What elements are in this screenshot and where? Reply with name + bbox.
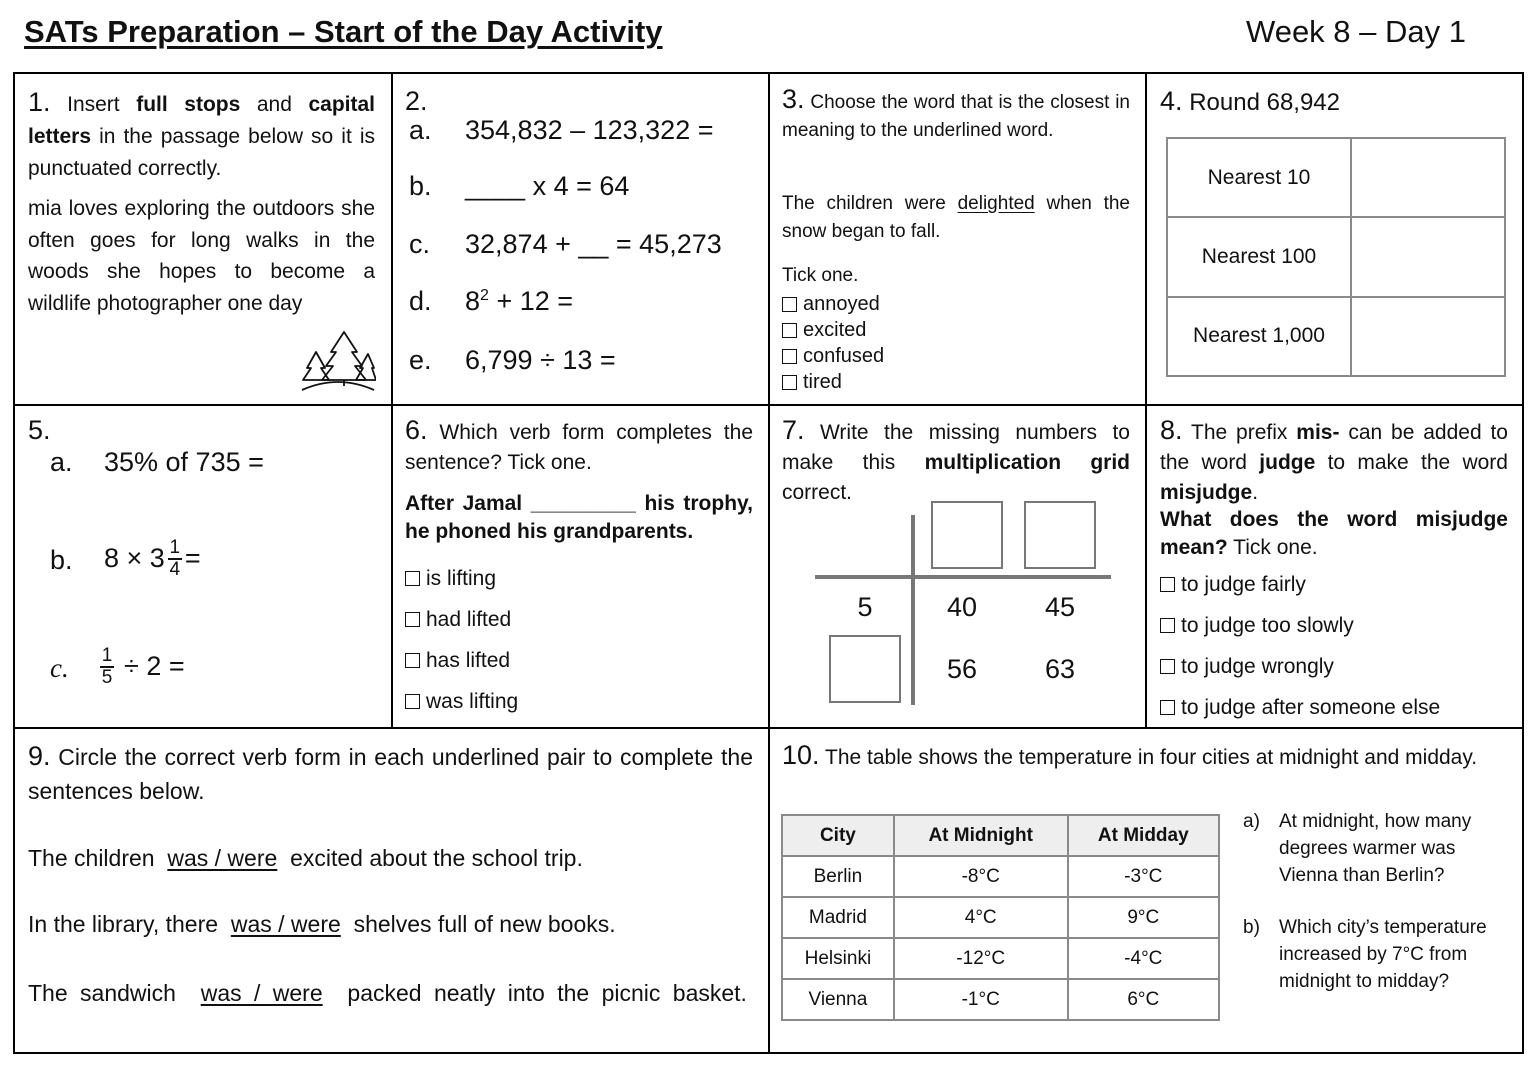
q8-text: to make the word: [1327, 451, 1508, 474]
q5-expression: ÷ 2 =: [124, 651, 185, 682]
question-5: [28, 414, 51, 449]
q3-underlined-word: delighted: [957, 193, 1035, 214]
q3-option-label: excited: [803, 318, 867, 341]
column-header: At Midnight: [894, 815, 1068, 856]
q1-number: 1.: [28, 87, 51, 117]
q6-option[interactable]: [405, 558, 518, 599]
q8-text: .: [1252, 481, 1259, 504]
grid-horizontal-line: [815, 575, 1111, 579]
q2-item-label: e.: [409, 345, 432, 375]
checkbox[interactable]: [782, 297, 797, 312]
q10-part-text: Which city’s temperature increased by 7°C from midnight to midday?: [1279, 917, 1487, 992]
table-cell: -8°C: [894, 856, 1068, 897]
q8-option-label: to judge too slowly: [1181, 613, 1354, 637]
q9-number: 9.: [28, 741, 51, 771]
q1-text: and: [256, 93, 292, 116]
verb-choice[interactable]: was / were: [200, 980, 323, 1006]
q2-item-text: ____ x 4 = 64: [465, 171, 630, 201]
q10-part-text: At midnight, how many degrees warmer was Vienna than Berlin?: [1279, 811, 1472, 886]
trees-icon: [300, 330, 376, 392]
checkbox[interactable]: [782, 349, 797, 364]
table-cell: -12°C: [894, 938, 1068, 979]
q2-exponent: 2: [480, 287, 489, 304]
question-9: [28, 739, 753, 808]
q9-text: packed neatly into the picnic basket.: [347, 980, 747, 1006]
grid-cell: 45: [1044, 592, 1076, 622]
table-cell: -3°C: [1068, 856, 1219, 897]
question-6: [405, 415, 753, 478]
q5-number: 5.: [28, 415, 51, 445]
q6-option[interactable]: [405, 640, 518, 681]
q3-option-label: confused: [803, 344, 885, 367]
numerator: 1: [169, 537, 181, 558]
grid-cell: 56: [946, 654, 978, 684]
q3-number: 3.: [782, 84, 805, 114]
q2-item-label: b.: [409, 171, 432, 201]
worksheet-title: SATs Preparation – Start of the Day Activity: [24, 14, 663, 49]
q2-item-label: c.: [409, 229, 431, 259]
q3-sentence-end: when the snow began to fall.: [782, 193, 1130, 242]
divider: [391, 74, 393, 728]
q6-option-label: has lifted: [426, 648, 511, 672]
q3-option[interactable]: [782, 291, 884, 317]
q5-item-text: [100, 646, 185, 688]
table-cell: 6°C: [1068, 979, 1219, 1020]
q3-option-label: annoyed: [803, 292, 880, 315]
q5-equals: =: [184, 543, 201, 574]
question-10: [782, 740, 1508, 773]
q6-option-label: had lifted: [426, 607, 512, 631]
q10-part-a: [1243, 808, 1508, 889]
question-1: [28, 86, 375, 185]
q8-option[interactable]: [1160, 564, 1440, 605]
q10-prompt: The table shows the temperature in four cities at midnight and midday.: [825, 746, 1478, 769]
q3-option[interactable]: [782, 343, 884, 369]
q3-prompt: Choose the word that is the closest in meaning to the underlined word.: [782, 92, 1130, 141]
checkbox[interactable]: [405, 694, 420, 709]
q9-sentence-1: [28, 842, 583, 874]
table-row: [782, 938, 1219, 979]
checkbox[interactable]: [782, 375, 797, 390]
question-4: [1160, 85, 1340, 119]
q6-option-label: is lifting: [426, 566, 497, 590]
q8-question: [1160, 506, 1508, 562]
table-cell: Berlin: [782, 856, 894, 897]
denominator: 5: [101, 666, 113, 688]
q8-option[interactable]: [1160, 687, 1440, 728]
answer-cell[interactable]: [1351, 297, 1505, 376]
q7-text: correct.: [782, 481, 853, 504]
q7-text: Write the missing numbers to make this: [782, 421, 1130, 474]
q5-item-label: b.: [50, 545, 73, 575]
q10-part-b: [1243, 914, 1508, 995]
verb-choice[interactable]: was / were: [230, 911, 341, 937]
q8-bold: mis-: [1296, 421, 1340, 444]
grid-vertical-line: [911, 515, 915, 705]
q8-number: 8.: [1160, 415, 1183, 445]
table-row: [1167, 217, 1505, 296]
q9-prompt: Circle the correct verb form in each underlined pair to complete the sentences below.: [28, 744, 754, 804]
question-7: [782, 415, 1130, 508]
missing-number-box[interactable]: [931, 501, 1003, 569]
q7-bold: multiplication grid: [924, 451, 1130, 474]
q8-bold: judge: [1259, 451, 1316, 474]
q9-sentence-2: [28, 908, 616, 940]
denominator: 4: [169, 558, 181, 580]
q2-item-text: [465, 286, 573, 317]
checkbox[interactable]: [1160, 700, 1175, 715]
numerator: 1: [101, 645, 113, 666]
table-row: [782, 979, 1219, 1020]
q8-bold: misjudge: [1160, 481, 1253, 504]
q1-bold: full stops: [136, 93, 241, 116]
q10-number: 10.: [782, 740, 820, 770]
q2-item-label: a.: [409, 115, 432, 145]
verb-choice[interactable]: was / were: [167, 845, 278, 871]
table-cell: -1°C: [894, 979, 1068, 1020]
q3-option[interactable]: [782, 317, 884, 343]
answer-cell[interactable]: [1351, 217, 1505, 296]
q5-item-text: 35% of 735 =: [104, 447, 264, 477]
table-cell: Vienna: [782, 979, 894, 1020]
q6-option[interactable]: [405, 681, 518, 722]
q2-item-label: d.: [409, 286, 432, 316]
q5-expression: 8 × 3: [104, 543, 165, 574]
answer-cell[interactable]: [1351, 138, 1505, 217]
q6-option[interactable]: [405, 599, 518, 640]
table-cell: 4°C: [894, 897, 1068, 938]
temperature-table: [781, 814, 1220, 1021]
divider: [768, 74, 770, 1054]
table-cell: Helsinki: [782, 938, 894, 979]
column-header: At Midday: [1068, 815, 1219, 856]
q3-sentence: [782, 190, 1130, 246]
q10-part-label: b): [1243, 917, 1260, 938]
q9-text: excited about the school trip.: [290, 845, 583, 871]
checkbox[interactable]: [405, 612, 420, 627]
q1-passage: mia loves exploring the outdoors she often goes for long walks in the woods she hopes to become a wildlife photographer one day: [28, 197, 375, 315]
q8-option-label: to judge fairly: [1181, 572, 1306, 596]
q1-text: Insert: [67, 93, 120, 116]
q3-tick-instruction: Tick one.: [782, 265, 859, 286]
column-header: City: [782, 815, 894, 856]
q4-number: 4.: [1160, 86, 1183, 116]
q9-text: shelves full of new books.: [353, 911, 616, 937]
fraction: [168, 538, 182, 580]
q8-options: [1160, 564, 1440, 728]
checkbox[interactable]: [405, 653, 420, 668]
checkbox[interactable]: [405, 571, 420, 586]
checkbox[interactable]: [1160, 577, 1175, 592]
missing-number-box[interactable]: [829, 635, 901, 703]
q4-prompt: Round 68,942: [1189, 89, 1340, 116]
q2-item-text: 32,874 + __ = 45,273: [465, 229, 722, 259]
q2-rest: + 12 =: [488, 286, 574, 316]
q2-item-text: 6,799 ÷ 13 =: [465, 345, 616, 375]
q8-question-text: What does the word misjudge mean?: [1160, 508, 1508, 559]
q1-bold: capital letters: [28, 93, 376, 148]
q9-text: In the library, there: [28, 911, 219, 937]
q8-text: can be added to the word: [1160, 421, 1508, 474]
q6-sentence: After Jamal _________ his trophy, he phoned his grandparents.: [405, 492, 753, 543]
q3-option-label: tired: [803, 370, 842, 393]
q6-prompt: Which verb form completes the sentence? Tick one.: [405, 421, 753, 474]
q9-sentence-3: [28, 976, 753, 1010]
q8-option-label: to judge after someone else: [1181, 695, 1441, 719]
q6-option-label: was lifting: [426, 689, 519, 713]
q3-options: [782, 291, 884, 395]
table-row: [782, 856, 1219, 897]
q6-options: [405, 558, 518, 722]
rounding-table: [1166, 137, 1506, 377]
question-8: [1160, 415, 1508, 508]
grid-row-header: 5: [857, 592, 873, 622]
q9-text: The children: [28, 845, 155, 871]
table-cell: Madrid: [782, 897, 894, 938]
q6-number: 6.: [405, 415, 428, 445]
q2-number: 2.: [405, 86, 428, 116]
grid-cell: 40: [946, 592, 978, 622]
q2-item-text: 354,832 – 123,322 =: [465, 115, 714, 145]
checkbox[interactable]: [1160, 618, 1175, 633]
table-row: [1167, 297, 1505, 376]
q2-base: 8: [465, 286, 481, 316]
q8-tick-instruction: Tick one.: [1233, 536, 1318, 559]
table-cell: 9°C: [1068, 897, 1219, 938]
divider: [1145, 74, 1147, 728]
q3-option[interactable]: [782, 369, 884, 395]
fraction: [100, 646, 114, 688]
question-3: [782, 85, 1130, 145]
rounding-label: Nearest 10: [1167, 138, 1351, 217]
table-header-row: [782, 815, 1219, 856]
grid-cell: 63: [1044, 654, 1076, 684]
q7-number: 7.: [782, 415, 805, 445]
table-cell: -4°C: [1068, 938, 1219, 979]
q8-option[interactable]: [1160, 605, 1440, 646]
q9-text: The sandwich: [28, 980, 176, 1006]
q10-part-label: a): [1243, 811, 1260, 832]
q8-text: The prefix: [1191, 421, 1288, 444]
q8-option[interactable]: [1160, 646, 1440, 687]
q3-sentence-start: The children were: [782, 193, 946, 214]
rounding-label: Nearest 1,000: [1167, 297, 1351, 376]
checkbox[interactable]: [782, 323, 797, 338]
missing-number-box[interactable]: [1024, 501, 1096, 569]
table-row: [1167, 138, 1505, 217]
q5-item-label: c.: [50, 653, 69, 683]
table-row: [782, 897, 1219, 938]
q8-option-label: to judge wrongly: [1181, 654, 1334, 678]
q5-item-label: a.: [50, 447, 73, 477]
week-day-label: Week 8 – Day 1: [1246, 14, 1466, 49]
q1-text: in the passage below so it is punctuated correctly.: [28, 125, 375, 180]
rounding-label: Nearest 100: [1167, 217, 1351, 296]
q5-item-text: [104, 538, 201, 580]
divider: [15, 404, 1524, 406]
checkbox[interactable]: [1160, 659, 1175, 674]
